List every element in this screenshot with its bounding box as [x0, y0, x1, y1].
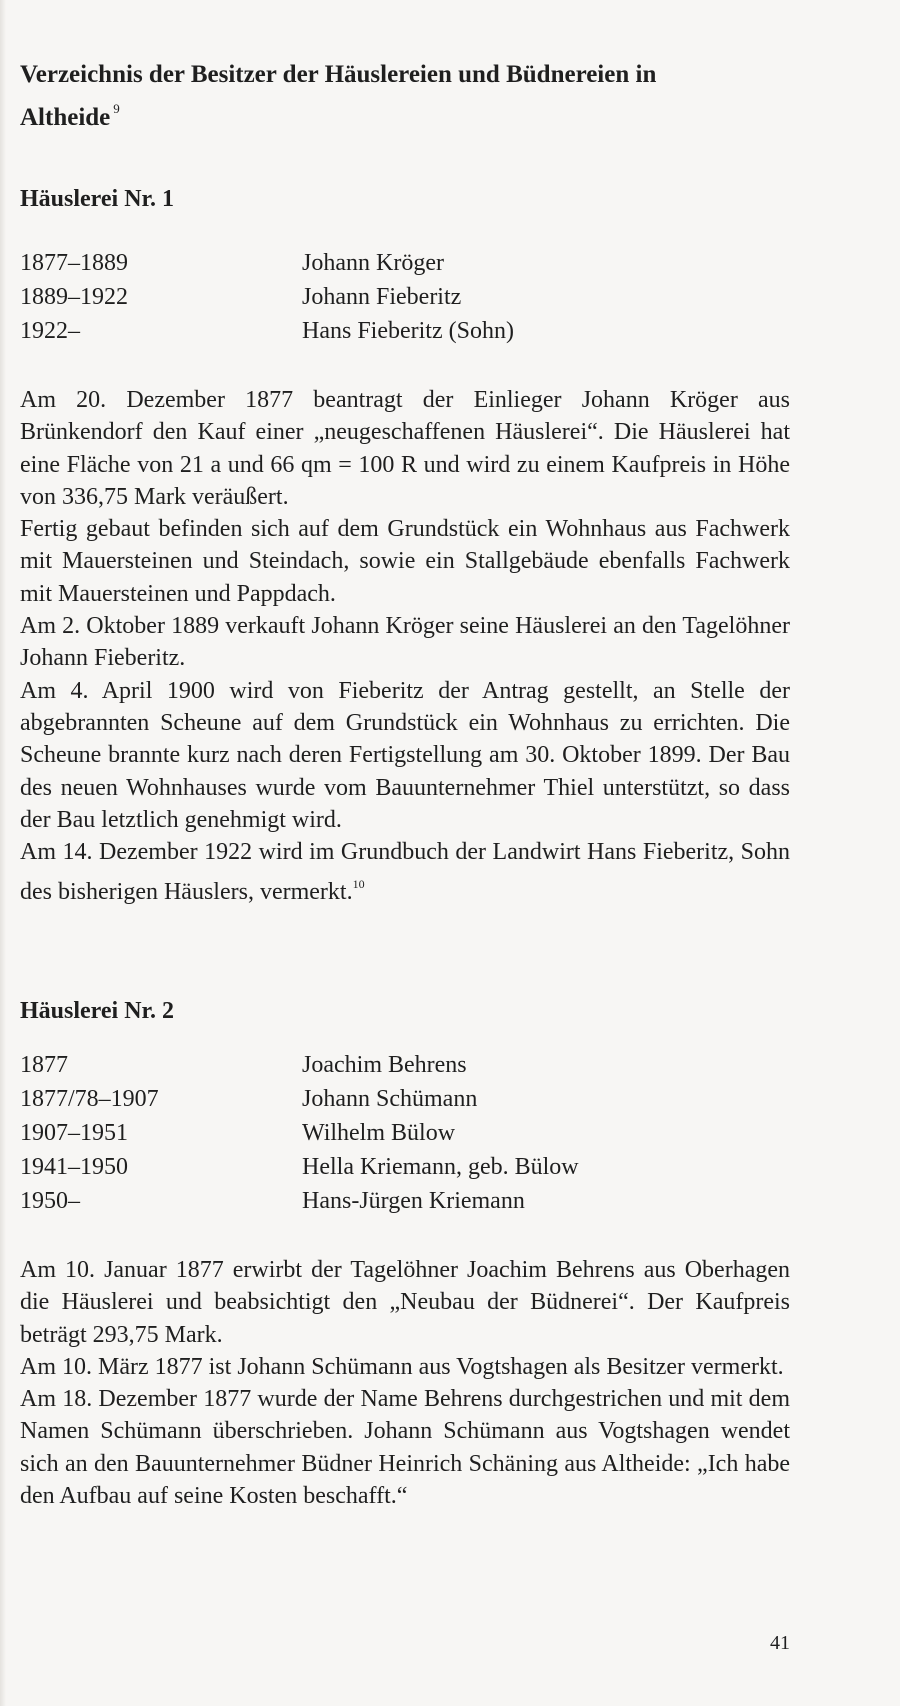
- paragraph-text: Fertig gebaut befinden sich auf dem Grundstück ein Wohnhaus aus Fachwerk mit Mauersteinen und Steindach, sowie ein Stallgebäude ebenfalls Fachwerk mit Mauersteinen und Pappdach.: [20, 516, 790, 607]
- owner-years: 1950–: [20, 1188, 80, 1214]
- section-heading-haeuslerei-1: Häuslerei Nr. 1: [20, 186, 174, 212]
- owner-years: 1922–: [20, 318, 80, 344]
- owner-row: [20, 314, 720, 348]
- owner-row: [20, 280, 720, 314]
- page-title-text: Verzeichnis der Besitzer der Häuslereien und Büdnereien in Altheide: [20, 61, 657, 131]
- paragraph-text: Am 14. Dezember 1922 wird im Grundbuch der Landwirt Hans Fieberitz, Sohn des bisherigen Häuslers, vermerkt.: [20, 839, 790, 906]
- owner-row: [20, 1048, 720, 1082]
- owner-row: [20, 246, 720, 280]
- section-body-haeuslerei-2: [20, 1254, 790, 1512]
- page-gutter-shadow: [0, 0, 6, 1706]
- owner-years: 1877/78–1907: [20, 1086, 159, 1112]
- owner-years: 1941–1950: [20, 1154, 128, 1180]
- owner-years: 1877–1889: [20, 250, 128, 276]
- paragraph: [20, 836, 790, 909]
- page-number: 41: [770, 1632, 790, 1654]
- paragraph: [20, 610, 790, 675]
- owner-years: 1877: [20, 1052, 68, 1078]
- section-body-haeuslerei-1: [20, 384, 790, 909]
- section-heading-haeuslerei-2: Häuslerei Nr. 2: [20, 998, 174, 1024]
- paragraph-text: Am 18. Dezember 1877 wurde der Name Behrens durchgestrichen und mit dem Namen Schümann überschrieben. Johann Schümann aus Vogtshagen wendet sich an den Bauunternehmer Büdner Heinrich Schäning aus Altheide: „Ich habe den Aufbau auf seine Kosten beschafft.“: [20, 1386, 790, 1510]
- paragraph: [20, 513, 790, 610]
- paragraph-text: Am 4. April 1900 wird von Fieberitz der Antrag gestellt, an Stelle der abgebrannten Scheune auf dem Grundstück ein Wohnhaus zu errichten. Die Scheune brannte kurz nach deren Fertigstellung am 30. Oktober 1899. Der Bau des neuen Wohnhauses wurde vom Bauunternehmer Thiel unterstützt, so dass der Bau letztlich genehmigt wird.: [20, 677, 790, 833]
- owner-name: Joachim Behrens: [302, 1052, 467, 1078]
- owner-row: [20, 1116, 720, 1150]
- owner-name: Johann Schümann: [302, 1086, 478, 1112]
- owner-name: Johann Kröger: [302, 250, 444, 276]
- paragraph: [20, 675, 790, 836]
- paragraph-text: Am 10. März 1877 ist Johann Schümann aus Vogtshagen als Besitzer vermerkt.: [20, 1353, 784, 1380]
- paragraph: [20, 1254, 790, 1351]
- title-footnote-marker: 9: [113, 101, 120, 116]
- owner-name: Wilhelm Bülow: [302, 1120, 456, 1146]
- owner-name: Johann Fieberitz: [302, 284, 462, 310]
- paragraph-text: Am 2. Oktober 1889 verkauft Johann Kröger seine Häuslerei an den Tagelöhner Johann Fieberitz.: [20, 613, 790, 672]
- page-title: [20, 58, 740, 135]
- paragraph-text: Am 20. Dezember 1877 beantragt der Einlieger Johann Kröger aus Brünkendorf den Kauf einer „neugeschaffenen Häuslerei“. Die Häuslerei hat eine Fläche von 21 a und 66 qm = 100 R und wird zu einem Kaufpreis in Höhe von 336,75 Mark veräußert.: [20, 387, 790, 510]
- owner-name: Hans-Jürgen Kriemann: [302, 1188, 525, 1214]
- paragraph: [20, 1383, 790, 1512]
- paragraph: [20, 384, 790, 513]
- owner-name: Hella Kriemann, geb. Bülow: [302, 1154, 579, 1180]
- owner-years: 1889–1922: [20, 284, 128, 310]
- owner-table-haeuslerei-1: [20, 246, 720, 348]
- owner-row: [20, 1082, 720, 1116]
- footnote-marker: 10: [352, 877, 365, 892]
- owner-row: [20, 1184, 720, 1218]
- paragraph-text: Am 10. Januar 1877 erwirbt der Tagelöhner Joachim Behrens aus Oberhagen die Häuslerei und beabsichtigt den „Neubau der Büdnerei“. Der Kaufpreis beträgt 293,75 Mark.: [20, 1257, 790, 1348]
- owner-row: [20, 1150, 720, 1184]
- owner-name: Hans Fieberitz (Sohn): [302, 318, 514, 344]
- owner-years: 1907–1951: [20, 1120, 128, 1146]
- owner-table-haeuslerei-2: [20, 1048, 720, 1218]
- paragraph: [20, 1351, 790, 1383]
